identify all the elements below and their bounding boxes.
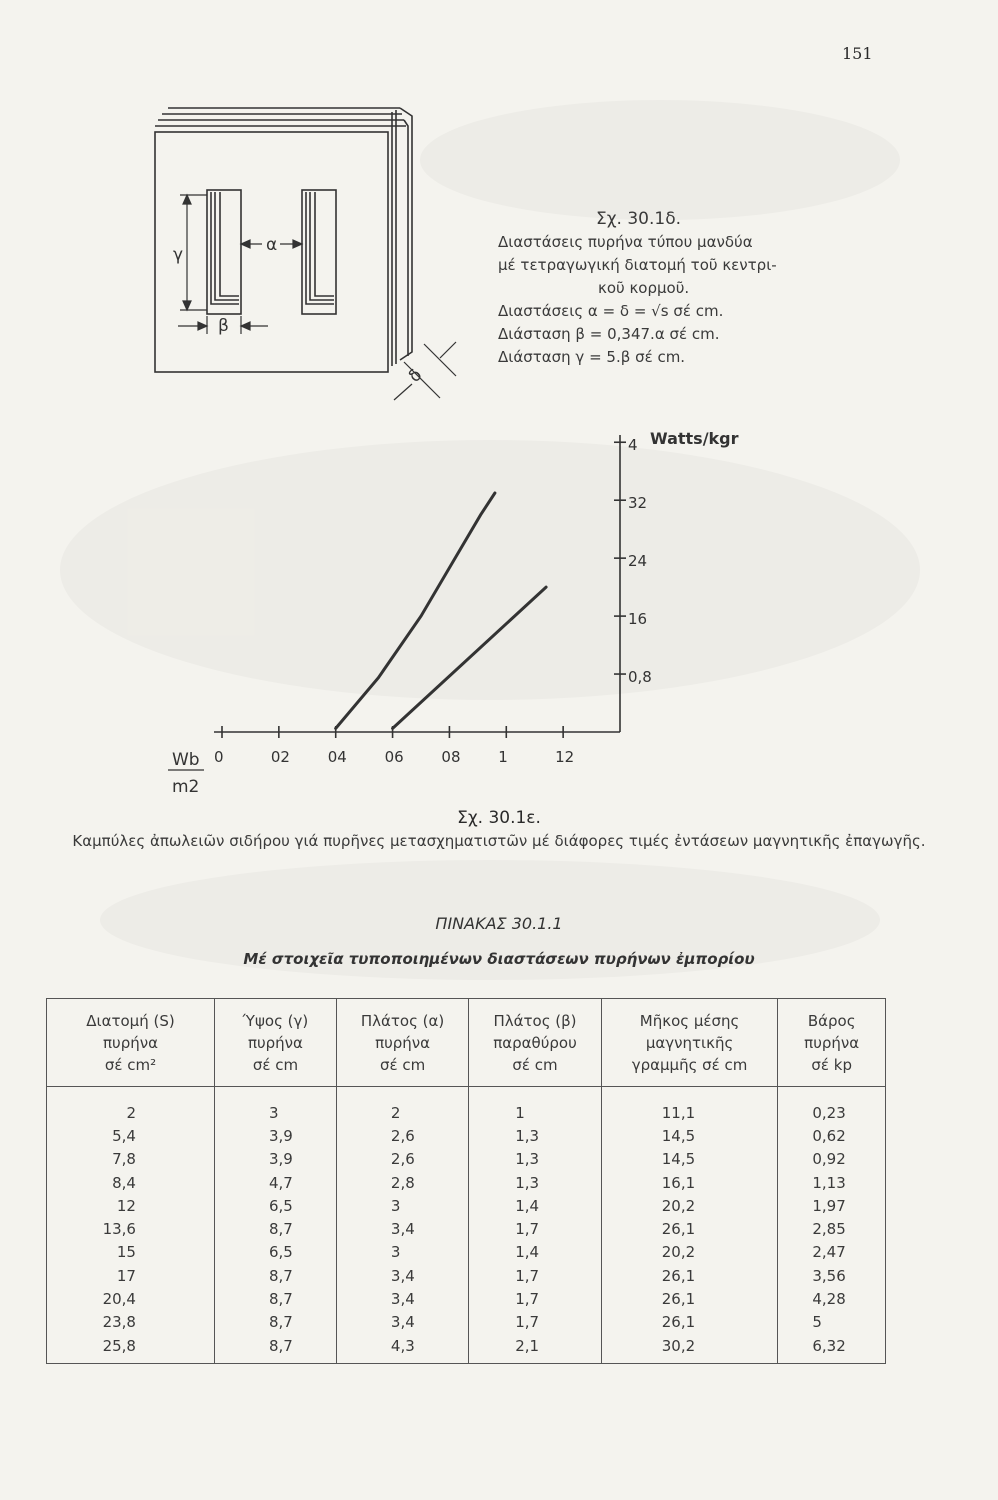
y-tick-label: 24 bbox=[628, 552, 648, 571]
table-cell: 0,23 bbox=[778, 1087, 886, 1125]
table-cell: 12 bbox=[47, 1194, 215, 1217]
table-cell: 14,5 bbox=[601, 1124, 778, 1147]
column-header-line: πυρήνα bbox=[804, 1033, 860, 1052]
table-row bbox=[47, 1334, 886, 1364]
table-cell: 11,1 bbox=[601, 1087, 778, 1125]
table-cell: 8,7 bbox=[214, 1311, 336, 1334]
column-header-line: πυρήνα bbox=[102, 1033, 158, 1052]
table-cell: 3,4 bbox=[336, 1311, 468, 1334]
table-cell: 1,4 bbox=[469, 1241, 602, 1264]
column-header bbox=[469, 999, 602, 1087]
table-row bbox=[47, 1148, 886, 1171]
table-cell: 3 bbox=[336, 1194, 468, 1217]
table-cell: 26,1 bbox=[601, 1311, 778, 1334]
table-row bbox=[47, 1171, 886, 1194]
column-header-line: πυρήνα bbox=[247, 1033, 303, 1052]
table-cell: 1,97 bbox=[778, 1194, 886, 1217]
figure2-title: Σχ. 30.1ε. bbox=[457, 808, 541, 828]
x-tick-label: 08 bbox=[441, 748, 461, 766]
table-cell: 20,2 bbox=[601, 1241, 778, 1264]
table-cell: 1,7 bbox=[469, 1311, 602, 1334]
figure1-formula: Διαστάσεις α = δ = √s σέ cm. bbox=[498, 302, 724, 320]
figure1-caption-line: Διαστάσεις πυρήνα τύπου μανδύα bbox=[498, 233, 753, 251]
iron-loss-chart bbox=[0, 410, 998, 810]
column-header-line: Διατομή (S) bbox=[86, 1011, 175, 1030]
table-body bbox=[47, 1087, 886, 1364]
figure1-caption-line: κοῦ κορμοῦ. bbox=[598, 279, 690, 297]
table-cell: 2 bbox=[336, 1087, 468, 1125]
table-cell: 26,1 bbox=[601, 1287, 778, 1310]
table-cell: 1,7 bbox=[469, 1287, 602, 1310]
table-cell: 1,3 bbox=[469, 1148, 602, 1171]
gamma-label: γ bbox=[173, 245, 184, 265]
table-cell: 2,8 bbox=[336, 1171, 468, 1194]
table-cell: 1,3 bbox=[469, 1124, 602, 1147]
column-header bbox=[601, 999, 778, 1087]
table-cell: 20,4 bbox=[47, 1287, 215, 1310]
y-tick-label: 32 bbox=[628, 494, 648, 513]
column-header-line: Πλάτος (α) bbox=[360, 1011, 445, 1030]
figure1-formula: Διάσταση β = 0,347.α σέ cm. bbox=[498, 325, 720, 343]
column-header-line: σέ cm bbox=[252, 1055, 299, 1074]
table-cell: 6,32 bbox=[778, 1334, 886, 1364]
column-header-line: Πλάτος (β) bbox=[493, 1011, 577, 1030]
alpha-label: α bbox=[266, 235, 278, 255]
table-cell: 2,85 bbox=[778, 1217, 886, 1240]
table-cell: 17 bbox=[47, 1264, 215, 1287]
column-header-line: σέ kp bbox=[811, 1055, 852, 1074]
column-header-line: σέ cm² bbox=[104, 1055, 157, 1074]
table-cell: 1,3 bbox=[469, 1171, 602, 1194]
table-cell: 25,8 bbox=[47, 1334, 215, 1364]
series-line-curve-lower bbox=[393, 587, 546, 728]
table-cell: 5 bbox=[778, 1311, 886, 1334]
figure1-title: Σχ. 30.1δ. bbox=[596, 209, 682, 229]
figure1-caption bbox=[498, 208, 777, 369]
table-cell: 14,5 bbox=[601, 1148, 778, 1171]
series-line-curve-upper bbox=[336, 493, 495, 728]
column-header bbox=[778, 999, 886, 1087]
column-header bbox=[214, 999, 336, 1087]
table-cell: 4,28 bbox=[778, 1287, 886, 1310]
x-tick-label: 0 bbox=[214, 748, 224, 766]
column-header bbox=[47, 999, 215, 1087]
table-cell: 26,1 bbox=[601, 1217, 778, 1240]
table-cell: 1,4 bbox=[469, 1194, 602, 1217]
table-cell: 20,2 bbox=[601, 1194, 778, 1217]
figure1-formula: Διάσταση γ = 5.β σέ cm. bbox=[498, 348, 686, 366]
column-header-line: μαγνητικῆς bbox=[645, 1033, 734, 1052]
table-cell: 2 bbox=[47, 1087, 215, 1125]
column-header-line: σέ cm bbox=[512, 1055, 558, 1074]
table-cell: 3,4 bbox=[336, 1217, 468, 1240]
column-header-line: γραμμῆς σέ cm bbox=[631, 1055, 748, 1074]
figure2-description: Καμπύλες ἀπωλειῶν σιδήρου γιά πυρῆνες μετασχηματιστῶν μέ διάφορες τιμές ἐντάσεων μαγνητικῆς ἐπαγωγῆς. bbox=[72, 832, 926, 850]
table-cell: 3,56 bbox=[778, 1264, 886, 1287]
table-row bbox=[47, 1264, 886, 1287]
table-cell: 23,8 bbox=[47, 1311, 215, 1334]
table-row bbox=[47, 1124, 886, 1147]
table-row bbox=[47, 1194, 886, 1217]
table-cell: 3,9 bbox=[214, 1148, 336, 1171]
table-row bbox=[47, 1087, 886, 1125]
table-row bbox=[47, 1241, 886, 1264]
table-cell: 5,4 bbox=[47, 1124, 215, 1147]
table-cell: 3 bbox=[336, 1241, 468, 1264]
table-cell: 4,7 bbox=[214, 1171, 336, 1194]
column-header-line: Μῆκος μέσης bbox=[639, 1011, 740, 1030]
x-axis-label-numerator: Wb bbox=[172, 750, 200, 770]
table-cell: 0,62 bbox=[778, 1124, 886, 1147]
table-cell: 16,1 bbox=[601, 1171, 778, 1194]
table-cell: 6,5 bbox=[214, 1241, 336, 1264]
table-cell: 3 bbox=[214, 1087, 336, 1125]
table-cell: 2,1 bbox=[469, 1334, 602, 1364]
table-cell: 1,7 bbox=[469, 1264, 602, 1287]
table-cell: 4,3 bbox=[336, 1334, 468, 1364]
column-header-line: σέ cm bbox=[379, 1055, 426, 1074]
x-tick-label: 1 bbox=[498, 748, 508, 766]
table-cell: 6,5 bbox=[214, 1194, 336, 1217]
table-subheading: Μέ στοιχεῖα τυποποιημένων διαστάσεων πυρήνων ἐμπορίου bbox=[243, 950, 755, 968]
table-row bbox=[47, 1287, 886, 1310]
table-cell: 8,7 bbox=[214, 1334, 336, 1364]
column-header-line: πυρήνα bbox=[375, 1033, 431, 1052]
x-tick-label: 06 bbox=[384, 748, 404, 766]
table-cell: 8,7 bbox=[214, 1287, 336, 1310]
table-cell: 0,92 bbox=[778, 1148, 886, 1171]
table-row bbox=[47, 1217, 886, 1240]
table-cell: 3,9 bbox=[214, 1124, 336, 1147]
page-number: 151 bbox=[842, 44, 873, 63]
x-axis-label-denominator: m2 bbox=[172, 777, 200, 797]
y-tick-label: 0,8 bbox=[628, 668, 652, 687]
x-tick-label: 04 bbox=[327, 748, 347, 766]
table-cell: 1,13 bbox=[778, 1171, 886, 1194]
core-dimensions-table bbox=[46, 998, 886, 1364]
beta-label: β bbox=[218, 316, 229, 336]
column-header-line: Βάρος bbox=[807, 1011, 856, 1030]
table-cell: 13,6 bbox=[47, 1217, 215, 1240]
table-cell: 3,4 bbox=[336, 1264, 468, 1287]
table-cell: 2,47 bbox=[778, 1241, 886, 1264]
table-cell: 2,6 bbox=[336, 1148, 468, 1171]
table-cell: 2,6 bbox=[336, 1124, 468, 1147]
y-tick-label: 4 bbox=[628, 436, 638, 455]
delta-label: δ bbox=[404, 365, 427, 387]
table-cell: 1 bbox=[469, 1087, 602, 1125]
table-cell: 30,2 bbox=[601, 1334, 778, 1364]
table-cell: 7,8 bbox=[47, 1148, 215, 1171]
table-header-row bbox=[47, 999, 886, 1087]
table-cell: 8,4 bbox=[47, 1171, 215, 1194]
column-header-line: παραθύρου bbox=[493, 1033, 577, 1052]
table-cell: 15 bbox=[47, 1241, 215, 1264]
table-cell: 8,7 bbox=[214, 1217, 336, 1240]
x-tick-label: 12 bbox=[555, 748, 575, 766]
column-header-line: Ύψος (γ) bbox=[242, 1011, 309, 1030]
y-axis-label: Watts/kgr bbox=[650, 429, 739, 448]
table-cell: 1,7 bbox=[469, 1217, 602, 1240]
table-cell: 26,1 bbox=[601, 1264, 778, 1287]
table-cell: 8,7 bbox=[214, 1264, 336, 1287]
figure1-caption-line: μέ τετραγωγική διατομή τοῦ κεντρι- bbox=[498, 256, 777, 274]
x-tick-label: 02 bbox=[270, 748, 290, 766]
table-cell: 3,4 bbox=[336, 1287, 468, 1310]
column-header bbox=[336, 999, 468, 1087]
table-row bbox=[47, 1311, 886, 1334]
table-heading: ΠΙΝΑΚΑΣ 30.1.1 bbox=[435, 914, 563, 933]
y-tick-label: 16 bbox=[628, 610, 648, 629]
